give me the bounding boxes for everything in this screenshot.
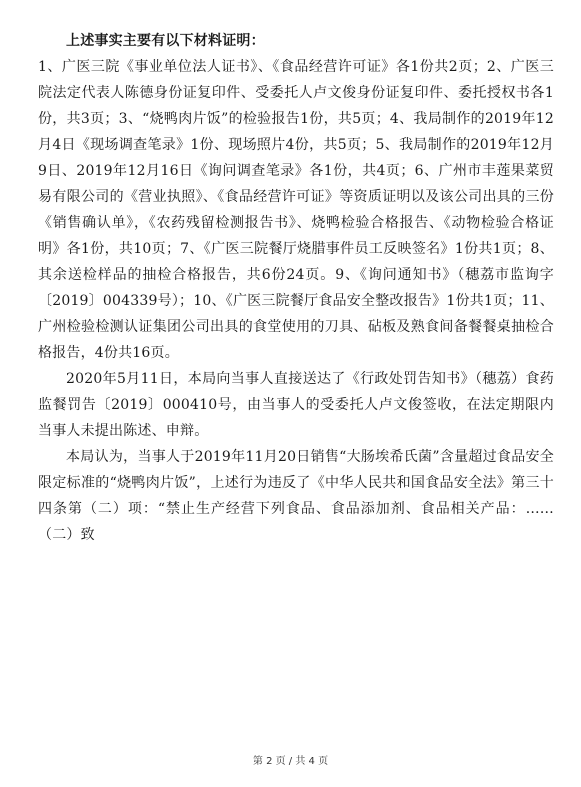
page-number-footer: 第 2 页 / 共 4 页 — [252, 756, 329, 767]
notice-delivery-paragraph: 2020年5月11日，本局向当事人直接送达了《行政处罚告知书》（穗荔）食药监餐罚告〔2019〕000410号，由当事人的受委托人卢文俊签收，在法定期限内当事人未提出陈述、申辩。 — [38, 371, 554, 439]
evidence-heading: 上述事实主要有以下材料证明： — [66, 33, 265, 49]
document-body — [38, 28, 554, 548]
evidence-list-paragraph: 1、广医三院《事业单位法人证书》、《食品经营许可证》各1份共2页；2、广医三院法定代表人陈德身份证复印件、受委托人卢文俊身份证复印件、委托授权书各1份，共3页；3、“烧鸭肉片饭”的检验报告1份，共5页；4、我局制作的2019年12月4日《现场调查笔录》1份、现场照片4份，共5页；5、我局制作的2019年12月9日、2019年12月16日《询问调查笔录》各1份，共4页；6、广州市丰莲果菜贸易有限公司的《营业执照》、《食品经营许可证》等资质证明以及该公司出具的三份《销售确认单》，《农药残留检测报告书》、烧鸭检验合格报告、《动物检验合格证明》各1份，共10页；7、《广医三院餐厅烧腊事件员工反映签名》1份共1页；8、其余送检样品的抽检合格报告，共6份24页。9、《询问通知书》（穗荔市监询字〔2019〕004339号）；10、《广医三院餐厅食品安全整改报告》1份共1页；11、广州检验检测认证集团公司出具的食堂使用的刀具、砧板及熟食间备餐餐桌抽检合格报告，4份共16页。 — [38, 59, 554, 361]
finding-paragraph: 本局认为，当事人于2019年11月20日销售“大肠埃希氏菌”含量超过食品安全限定标准的“烧鸭肉片饭”，上述行为违反了《中华人民共和国食品安全法》第三十四条第（二）项：“禁止生产经营下列食品、食品添加剂、食品相关产品：……（二）致 — [38, 449, 554, 543]
